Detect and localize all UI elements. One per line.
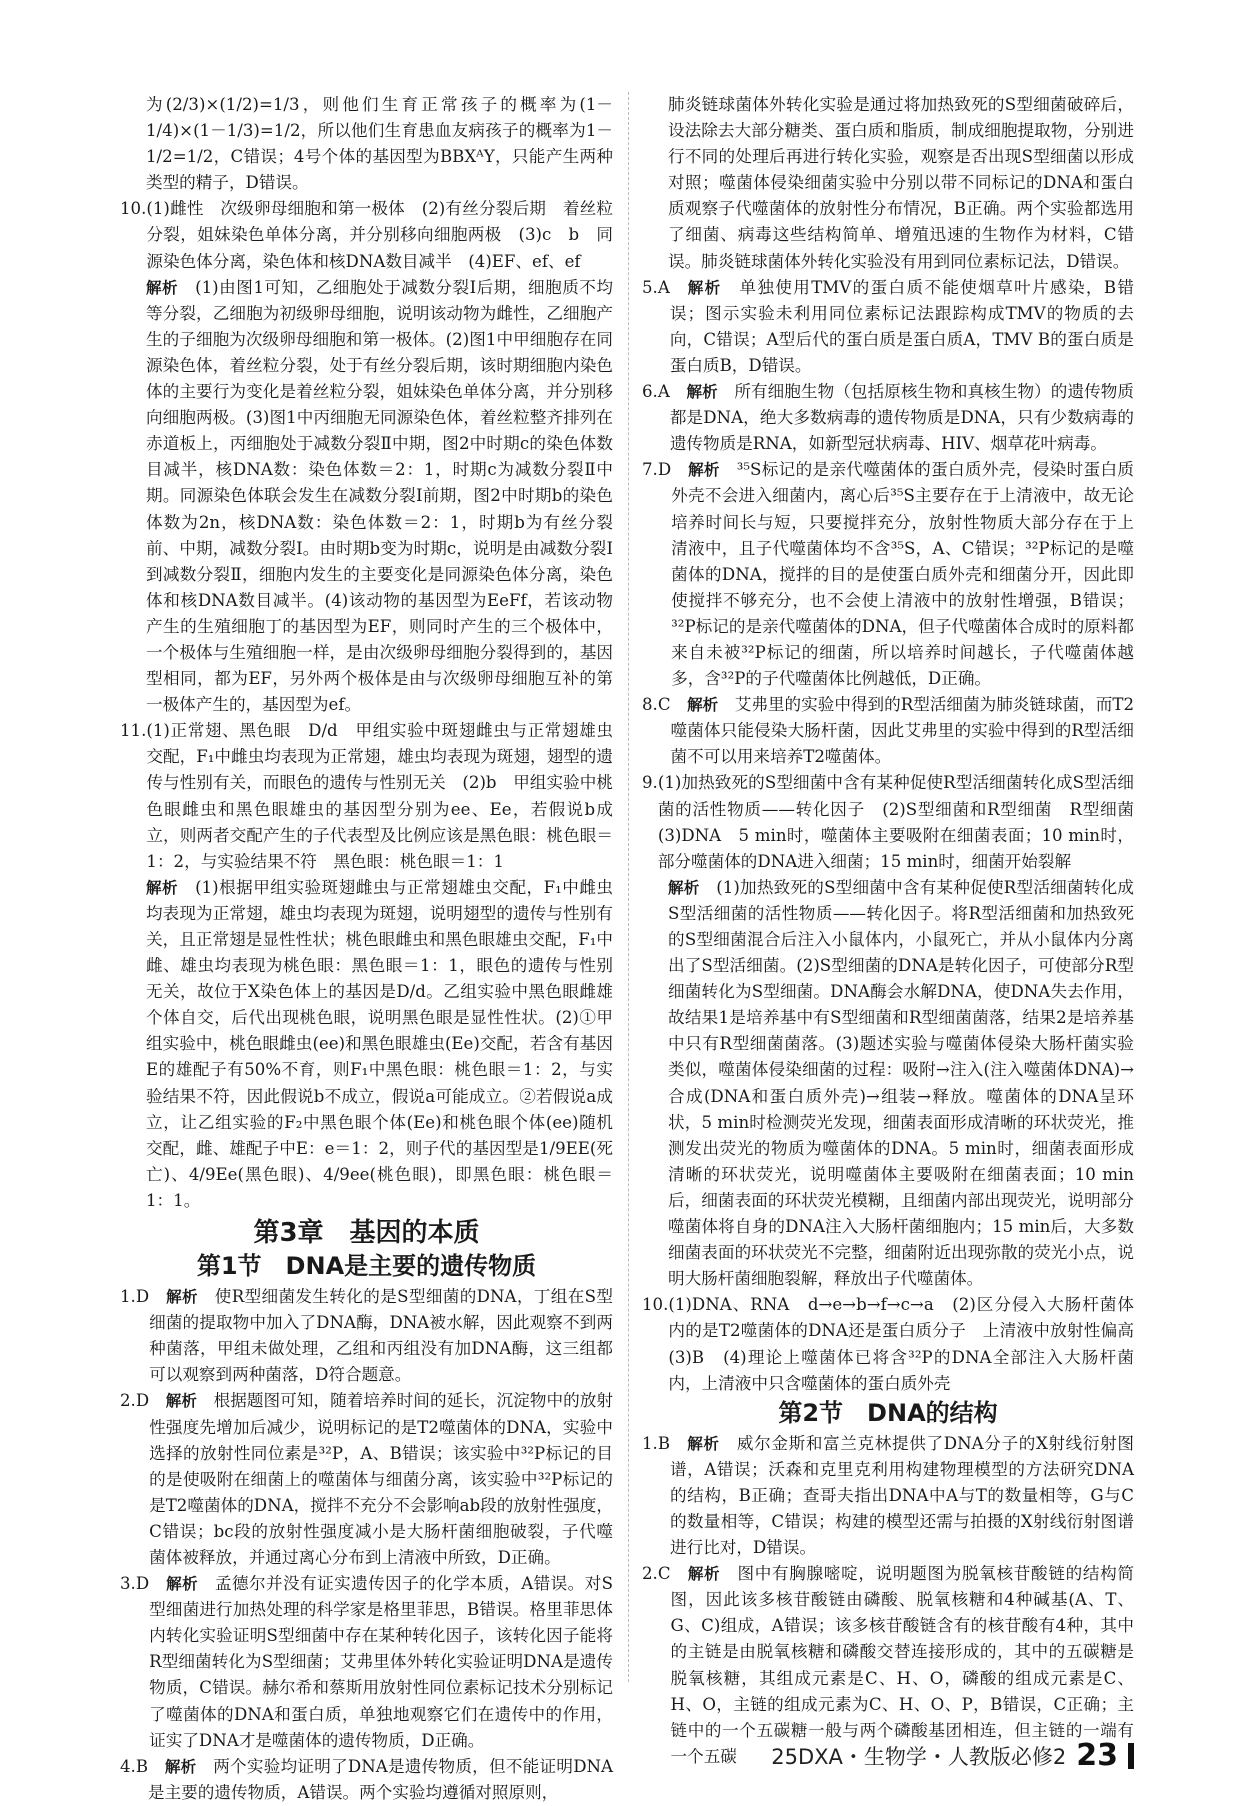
- explanation-text: 图中有胸腺嘧啶，说明题图为脱氧核苷酸链的结构简图，因此该多核苷酸链由磷酸、脱氧核糖和4种碱基(A、T、G、C)组成，A错误；该多核苷酸链含有的核苷酸有4种，其中的主链是由脱氧核糖和磷酸交替连接形成的，其中的五碳糖是脱氧核糖，其组成元素是C、H、O，磷酸的组成元素是C、H、O，主链的组成元素为C、H、O、P，B错误，C正确；主链中的一个五碳糖一般与两个磷酸基团相连，但主链的一端有一个五碳: [670, 1564, 1135, 1766]
- explanation-label: 解析: [688, 461, 720, 480]
- answer-11: [120, 718, 613, 875]
- explanation-text: 威尔金斯和富兰克林提供了DNA分子的X射线衍射图谱，A错误；沃森和克里克利用构建物理模型的方法研究DNA的结构，B正确；查哥夫指出DNA中A与T的数量相等，G与C的数量相等，C错误；构建的模型还需与拍摄的X射线衍射图谱进行比对，D错误。: [670, 1433, 1135, 1558]
- explanation-label: 解析: [687, 278, 722, 297]
- explanation-label: 解析: [165, 1392, 197, 1411]
- continuation-paragraph: 肺炎链球菌体外转化实验是通过将加热致死的S型细菌破碎后，设法除去大部分糖类、蛋白质和脂质，制成细胞提取物，分别进行不同的处理后再进行转化实验，观察是否出现S型细菌以形成对照；噬菌体侵染细菌实验中分别以带不同标记的DNA和蛋白质观察子代噬菌体的放射性分布情况，B正确。两个实验都选用了细菌、病毒这些结构简单、增殖迅速的生物作为材料，C错误。肺炎链球菌体外转化实验没有用到同位素标记法，D错误。: [668, 95, 1134, 271]
- section-title: 第1节 DNA是主要的遗传物质: [196, 1252, 537, 1281]
- answer-text: (1)DNA、RNA d→e→b→f→c→a (2)区分侵入大肠杆菌体内的是T2噬菌体的DNA还是蛋白质分子 上清液中放射性偏高 (3)B (4)理论上噬菌体已将含³²P的DNA全部注入大肠杆菌内，上清液中只含噬菌体的蛋白质外壳: [668, 1295, 1151, 1393]
- explanation-label: 解析: [687, 1565, 721, 1584]
- explanation-text: 艾弗里的实验中得到的R型活细菌为肺炎链球菌，而T2噬菌体只能侵染大肠杆菌，因此艾弗里的实验中得到的R型活细菌不可以用来培养T2噬菌体。: [670, 695, 1135, 767]
- question-number: 11.: [120, 721, 147, 741]
- explanation-label: 解析: [146, 878, 178, 897]
- explanation-text: (1)根据甲组实验斑翅雌虫与正常翅雄虫交配，F₁中雌虫均表现为正常翅，雄虫均表现为斑翅，说明翅型的遗传与性别有关，且正常翅是显性性状；桃色眼雌虫和黑色眼雄虫交配，F₁中雌、雄虫均表现为桃色眼：黑色眼＝1：1，眼色的遗传与性别无关，故位于X染色体上的基因是D/d。乙组实验中黑色眼雌雄个体自交，后代出现桃色眼，说明黑色眼是显性性状。(2)①甲组实验中，桃色眼雌虫(ee)和黑色眼雄虫(Ee)交配，若含有基因E的雄配子有50%不育，则F₁中黑色眼：桃色眼＝1：2，与实验结果不符，因此假说b不成立，假说a可能成立。②若假说a成立，让乙组实验的F₂中黑色眼个体(Ee)和桃色眼个体(ee)随机交配，雌、雄配子中E：e＝1：2，则子代的基因型是1/9EE(死亡)、4/9Ee(黑色眼)、4/9ee(桃色眼)，即黑色眼：桃色眼＝1：1。: [146, 877, 614, 1210]
- question-number: 8.C: [642, 695, 671, 715]
- answer-4: [120, 1754, 613, 1806]
- answer-1: [120, 1284, 613, 1388]
- answer-text: (1)雌性 次级卵母细胞和第一极体 (2)有丝分裂后期 着丝粒分裂，姐妹染色单体分离，并分别移向细胞两极 (3)c b 同源染色体分离，染色体和核DNA数目减半 (4)EF、ef、ef: [146, 199, 613, 271]
- page-number: 23: [1076, 1738, 1118, 1773]
- explanation-label: 解析: [164, 1757, 197, 1776]
- explanation-label: 解析: [166, 1575, 198, 1594]
- answer-2: [120, 1388, 613, 1571]
- explanation-text: ³⁵S标记的是亲代噬菌体的蛋白质外壳，侵染时蛋白质外壳不会进入细菌内，离心后³⁵S主要存在于上清液中，故无论培养时间长与短，只要搅拌充分，放射性物质大部分存在于上清液中，且子代噬菌体均不含³⁵S，A、C错误；³²P标记的是噬菌体的DNA，搅拌的目的是使蛋白质外壳和细菌分开，因此即使搅拌不够充分，也不会使上清液中的放射性增强，B错误；³²P标记的是亲代噬菌体的DNA，但子代噬菌体合成时的原料都来自未被³²P标记的细菌，所以培养时间越长，子代噬菌体越多，含³²P的子代噬菌体比例越低，D正确。: [671, 460, 1134, 689]
- explanation-label: 解析: [687, 696, 719, 715]
- explanation-label: 解析: [668, 878, 700, 897]
- answer-5: [642, 275, 1134, 379]
- question-number: 5.A: [642, 277, 670, 297]
- explanation-text: 使R型细菌发生转化的是S型细菌的DNA，丁组在S型细菌的提取物中加入了DNA酶，DNA被水解，因此观察不到两种菌落，甲组未做处理，乙组和丙组没有加DNA酶，这三组都可以观察到两种菌落，D符合题意。: [149, 1287, 613, 1385]
- column-divider: [628, 92, 629, 1682]
- answer-7: [642, 457, 1134, 692]
- answer-10: [642, 1292, 1151, 1396]
- question-number: 7.D: [642, 460, 672, 480]
- answer-3: [120, 1571, 613, 1754]
- left-column: [120, 92, 613, 1806]
- explanation-10: [120, 275, 613, 719]
- question-number: 1.B: [642, 1433, 671, 1453]
- answer-6: [642, 379, 1134, 457]
- explanation-label: 解析: [687, 1434, 720, 1453]
- answer-9: [642, 770, 1151, 874]
- page-footer: [771, 1738, 1134, 1773]
- explanation-text: 两个实验均证明了DNA是遗传物质，但不能证明DNA是主要的遗传物质，A错误。两个实验均遵循对照原则，: [148, 1756, 613, 1802]
- question-number: 6.A: [642, 382, 670, 402]
- answer-s2-1: [642, 1431, 1134, 1561]
- question-number: 10.: [120, 199, 147, 219]
- book-title: 25DXA・生物学・人教版必修2: [771, 1744, 1067, 1769]
- question-number: 9.: [642, 773, 658, 793]
- question-number: 2.D: [120, 1391, 150, 1411]
- chapter-title: 第3章 基因的本质: [253, 1218, 480, 1249]
- explanation-label: 解析: [686, 383, 718, 402]
- explanation-label: 解析: [166, 1288, 198, 1307]
- question-number: 3.D: [120, 1574, 150, 1594]
- explanation-text: 根据题图可知，随着培养时间的延长，沉淀物中的放射性强度先增加后减少，说明标记的是T2噬菌体的DNA，实验中选择的放射性同位素是³²P，A、B错误；该实验中³²P标记的目的是使吸附在细菌上的噬菌体与细菌分离，该实验中³²P标记的是T2噬菌体的DNA，搅拌不充分不会影响ab段的放射性强度，C错误；bc段的放射性强度减小是大肠杆菌细胞破裂，子代噬菌体被释放，并通过离心分布到上清液中所致，D正确。: [149, 1391, 614, 1567]
- question-number: 10.: [642, 1295, 669, 1315]
- explanation-text: (1)由图1可知，乙细胞处于减数分裂Ⅰ后期，细胞质不均等分裂，乙细胞为初级卵母细胞，说明该动物为雌性，乙细胞产生的子细胞为次级卵母细胞和第一极体。(2)图1中甲细胞存在同源染色体，着丝粒分裂，处于有丝分裂后期，该时期细胞内染色体的主要行为变化是着丝粒分裂，姐妹染色单体分离，并分别移向细胞两极。(3)图1中丙细胞无同源染色体，着丝粒整齐排列在赤道板上，丙细胞处于减数分裂Ⅱ中期，图2中时期c的染色体数目减半，核DNA数：染色体数＝2：1，时期c为减数分裂Ⅱ中期。同源染色体联会发生在减数分裂Ⅰ前期，图2中时期b的染色体数为2n，核DNA数：染色体数＝2：1，时期b为有丝分裂前、中期，减数分裂Ⅰ。由时期b变为时期c，说明是由减数分裂Ⅰ到减数分裂Ⅱ，细胞内发生的主要变化是同源染色体分离，染色体和核DNA数目减半。(4)该动物的基因型为EeFf，若该动物产生的生殖细胞丁的基因型为EF，则同时产生的三个极体中，一个极体与生殖细胞一样，是由次级卵母细胞分裂得到的，基因型相同，都为EF，另外两个极体是由与次级卵母细胞互补的第一极体产生的，基因型为ef。: [146, 277, 613, 715]
- explanation-9: [642, 875, 1134, 1293]
- explanation-text: (1)加热致死的S型细菌中含有某种促使R型活细菌转化成S型活细菌的活性物质——转化因子。将R型活细菌和加热致死的S型细菌混合后注入小鼠体内，小鼠死亡，并从小鼠体内分离出了S型活细菌。(2)S型细菌的DNA是转化因子，可使部分R型细菌转化为S型细菌。DNA酶会水解DNA，使DNA失去作用，故结果1是培养基中有S型细菌和R型细菌菌落，结果2是培养基中只有R型细菌菌落。(3)题述实验与噬菌体侵染大肠杆菌实验类似，噬菌体侵染细菌的过程：吸附→注入(注入噬菌体DNA)→合成(DNA和蛋白质外壳)→组装→释放。噬菌体的DNA呈环状，5 min时检测荧光发现，细菌表面形成清晰的环状荧光，推测发出荧光的物质为噬菌体的DNA。5 min时，细菌表面形成清晰的环状荧光，说明噬菌体主要吸附在细菌表面；10 min后，细菌表面的环状荧光模糊，且细菌内部出现荧光，说明部分噬菌体将自身的DNA注入大肠杆菌细胞内；15 min后，大多数细菌表面的环状荧光不完整，细菌附近出现弥散的荧光小点，说明大肠杆菌细胞裂解，释放出子代噬菌体。: [668, 877, 1135, 1289]
- answer-8: [642, 692, 1134, 770]
- explanation-text: 单独使用TMV的蛋白质不能使烟草叶片感染，B错误；图示实验未利用同位素标记法跟踪构成TMV的物质的去向，C错误；A型后代的蛋白质是蛋白质A，TMV B的蛋白质是蛋白质B，D错误。: [669, 277, 1135, 375]
- section-title: 第2节 DNA的结构: [778, 1398, 998, 1427]
- question-number: 1.D: [120, 1287, 150, 1307]
- continuation-paragraph: 为(2/3)×(1/2)=1/3，则他们生育正常孩子的概率为(1－1/4)×(1－1/3)=1/2，所以他们生育患血友病孩子的概率为1－1/2=1/2，C错误；4号个体的基因型为BBXᴬY，只能产生两种类型的精子，D错误。: [146, 95, 613, 193]
- right-column: [642, 92, 1151, 1770]
- explanation-text: 所有细胞生物（包括原核生物和真核生物）的遗传物质都是DNA，绝大多数病毒的遗传物质是DNA，只有少数病毒的遗传物质是RNA，如新型冠状病毒、HIV、烟草花叶病毒。: [669, 382, 1135, 454]
- explanation-text: 孟德尔并没有证实遗传因子的化学本质，A错误。对S型细菌进行加热处理的科学家是格里菲思，B错误。格里菲思体内转化实验证明S型细菌中存在某种转化因子，该转化因子能将R型细菌转化为S型细菌；艾弗里体外转化实验证明DNA是遗传物质，C错误。赫尔希和蔡斯用放射性同位素标记技术分别标记了噬菌体的DNA和蛋白质，单独地观察它们在遗传中的作用，证实了DNA才是噬菌体的遗传物质，D正确。: [149, 1574, 613, 1750]
- explanation-label: 解析: [146, 278, 179, 297]
- answer-text: (1)正常翅、黑色眼 D/d 甲组实验中斑翅雌虫与正常翅雄虫交配，F₁中雌虫均表现为正常翅，雄虫均表现为斑翅，翅型的遗传与性别有关，而眼色的遗传与性别无关 (2)b 甲组实验中桃色眼雌虫和黑色眼雄虫的基因型分别为ee、Ee，若假说b成立，则两者交配产生的子代表型及比例应该是黑色眼：桃色眼＝1：2，与实验结果不符 黑色眼：桃色眼＝1：1: [146, 721, 613, 871]
- explanation-11: [120, 875, 613, 1214]
- page-marker-bar: [1128, 1743, 1134, 1769]
- answer-text: (1)加热致死的S型细菌中含有某种促使R型活细菌转化成S型活细菌的活性物质——转化因子 (2)S型细菌和R型细菌 R型细菌 (3)DNA 5 min时，噬菌体主要吸附在细菌表面；10 min时，部分噬菌体的DNA进入细菌；15 min时，细菌开始裂解: [657, 773, 1151, 871]
- question-number: 2.C: [642, 1564, 671, 1584]
- answer-10: [120, 196, 613, 274]
- question-number: 4.B: [120, 1756, 149, 1776]
